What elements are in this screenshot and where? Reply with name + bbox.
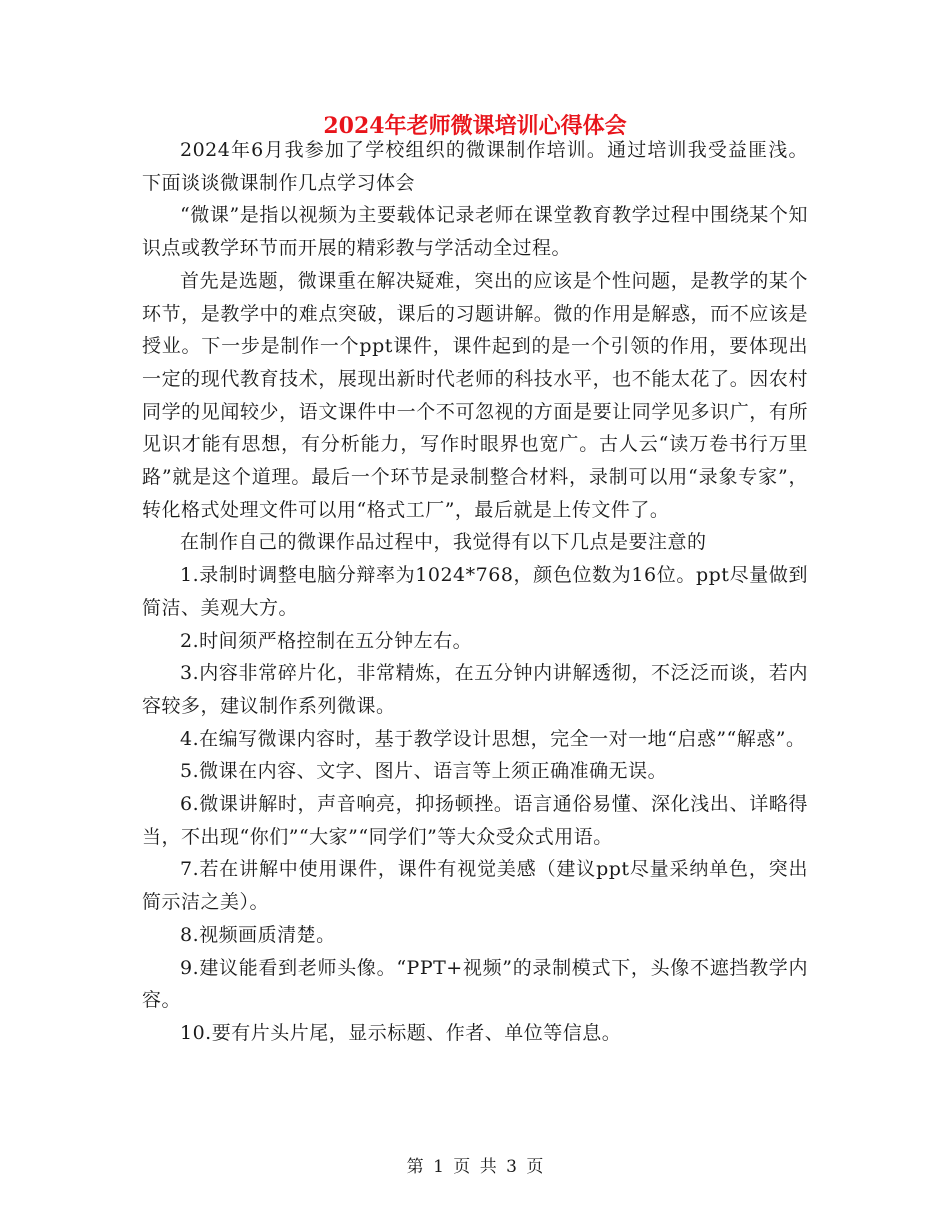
page-number-footer: 第 1 页 共 3 页 [406,1157,544,1177]
paragraph: 首先是选题，微课重在解决疑难，突出的应该是个性问题，是教学的某个环节，是教学中的难点突破，课后的习题讲解。微的作用是解惑，而不应该是授业。下一步是制作一个ppt课件，课件起到的是一个引领的作用，要体现出一定的现代教育技术，展现出新时代老师的科技水平，也不能太花了。因农村同学的见闻较少，语文课件中一个不可忽视的方面是要让同学见多识广，有所见识才能有思想，有分析能力，写作时眼界也宽广。古人云“读万卷书行万里路”就是这个道理。最后一个环节是录制整合材料，录制可以用“录象专家”，转化格式处理文件可以用“格式工厂”，最后就是上传文件了。 [142,269,808,521]
list-item: 9.建议能看到老师头像。“PPT+视频”的录制模式下，头像不遮挡教学内容。 [142,956,808,1012]
paragraph: 2024年6月我参加了学校组织的微课制作培训。通过培训我受益匪浅。下面谈谈微课制作几点学习体会 [142,139,808,194]
document-title: 2024年老师微课培训心得体会 [323,113,627,139]
list-item: 4.在编写微课内容时，基于教学设计思想，完全一对一地“启惑”“解惑”。 [180,727,806,750]
list-item: 7.若在讲解中使用课件，课件有视觉美感（建议ppt尽量采纳单色，突出简示洁之美）。 [142,858,808,914]
document-body [142,134,808,1050]
list-item: 5.微课在内容、文字、图片、语言等上须正确准确无误。 [180,760,668,783]
paragraph: “微课”是指以视频为主要载体记录老师在课堂教育教学过程中围绕某个知识点或教学环节而开展的精彩教与学活动全过程。 [142,204,808,260]
list-item: 1.录制时调整电脑分辩率为1024*768，颜色位数为16位。ppt尽量做到简洁、美观大方。 [142,564,808,619]
list-item: 8.视频画质清楚。 [180,923,336,946]
list-item: 6.微课讲解时，声音响亮，抑扬顿挫。语言通俗易懂、深化浅出、详略得当，不出现“你们”“大家”“同学们”等大众受众式用语。 [142,793,808,848]
list-item: 2.时间须严格控制在五分钟左右。 [180,629,473,652]
list-item: 10.要有片头片尾，显示标题、作者、单位等信息。 [180,1021,622,1044]
paragraph: 在制作自己的微课作品过程中，我觉得有以下几点是要注意的 [180,531,707,554]
list-item: 3.内容非常碎片化，非常精炼，在五分钟内讲解透彻，不泛泛而谈，若内容较多，建议制作系列微课。 [142,662,808,717]
